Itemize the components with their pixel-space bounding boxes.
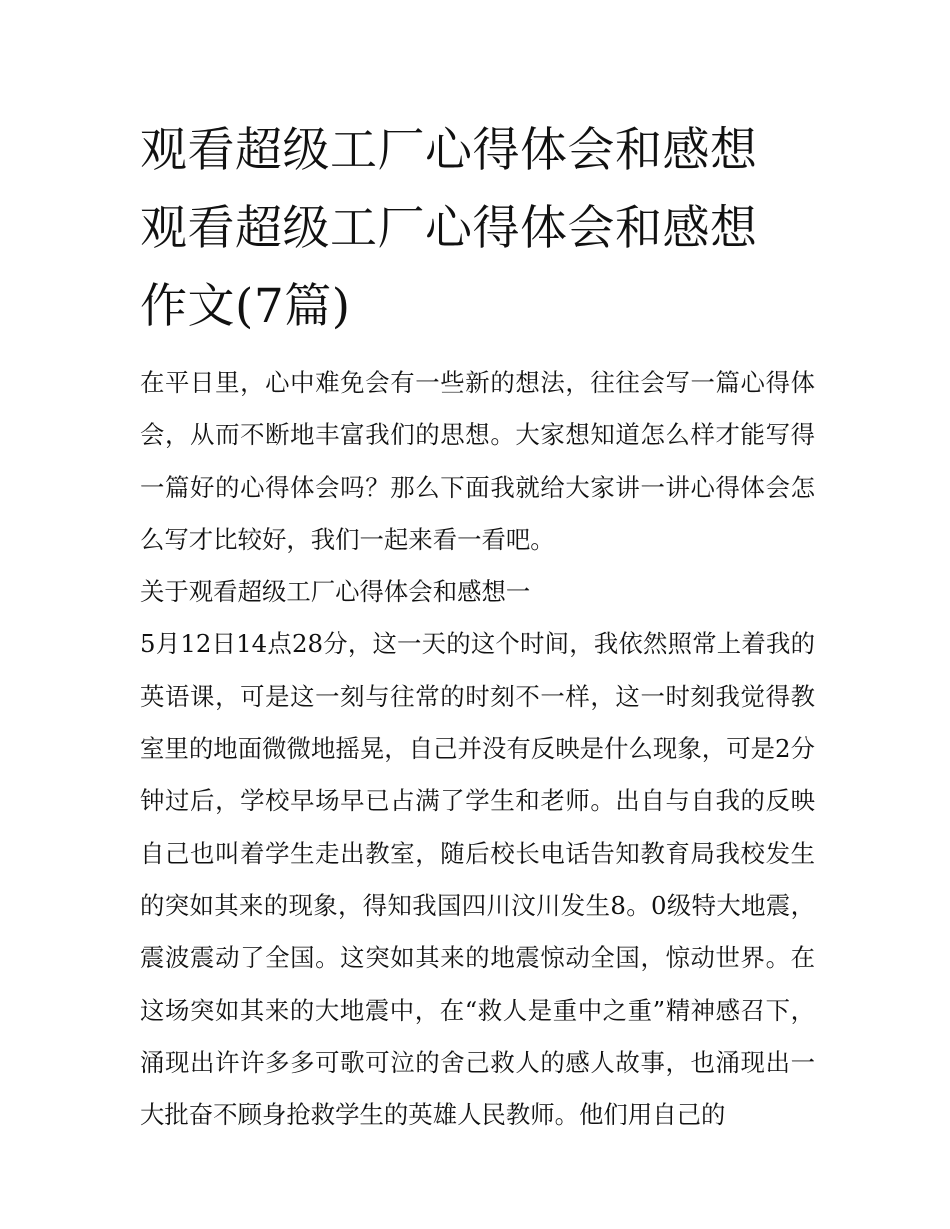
body-paragraph: 5月12日14点28分，这一天的这个时间，我依然照常上着我的英语课，可是这一刻与往常的时刻不一样，这一时刻我觉得教室里的地面微微地摇晃，自己并没有反映是什么现象，可是2分钟过后，学校早场早已占满了学生和老师。出自与自我的反映自己也叫着学生走出教室，随后校长电话告知教育局我校发生的突如其来的现象，得知我国四川汶川发生8。0级特大地震，震波震动了全国。这突如其来的地震惊动全国，惊动世界。在这场突如其来的大地震中，在“救人是重中之重”精神感召下，涌现出许许多多可歌可泣的舍己救人的感人故事，也涌现出一大批奋不顾身抢救学生的英雄人民教师。他们用自己的 [140,629,815,1130]
document-title [140,112,815,346]
document-page [140,112,815,1141]
document-body [140,357,815,1141]
title-line-2: 观看超级工厂心得体会和感想 [140,201,758,256]
section-heading: 关于观看超级工厂心得体会和感想一 [140,577,531,607]
intro-paragraph: 在平日里，心中难免会有一些新的想法，往往会写一篇心得体会，从而不断地丰富我们的思想。大家想知道怎么样才能写得一篇好的心得体会吗？那么下面我就给大家讲一讲心得体会怎么写才比较好，我们一起来看一看吧。 [140,368,815,554]
title-line-1: 观看超级工厂心得体会和感想 [140,123,758,178]
title-line-3: 作文(7篇) [140,279,351,334]
